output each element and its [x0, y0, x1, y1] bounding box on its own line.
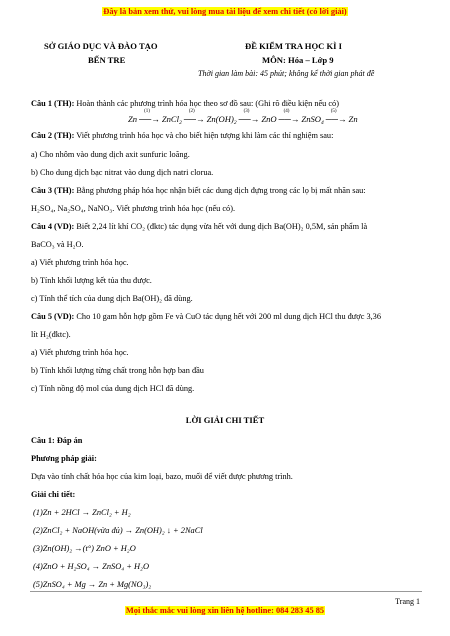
- equation-5: (5)ZnSO₄ + Mg → Zn + Mg(NO₃)₂: [33, 580, 152, 589]
- question-5-c: c) Tính nồng độ mol của dung dịch HCl đã dùng.: [31, 384, 195, 393]
- question-4-c: c) Tính thể tích của dung dịch Ba(OH)₂ đã dùng.: [31, 294, 193, 303]
- question-5-b: b) Tính khối lượng từng chất trong hỗn hợp ban đầu: [31, 366, 204, 375]
- header-department: SỞ GIÁO DỤC VÀ ĐÀO TẠO: [44, 41, 158, 51]
- reaction-scheme: Zn ──→ (1) ZnCl$_2$ ──→ (2) $Zn(OH)_2$ ──→ (3) ZnO ──→ (4) ZnSO$_4$ ──→ (5) Zn: [128, 109, 358, 126]
- page-number: Trang 1: [395, 597, 420, 606]
- answer-1-label: Câu 1: Đáp án: [31, 436, 83, 445]
- method-label: Phương pháp giải:: [31, 454, 97, 463]
- hotline-footer: Mọi thắc mắc vui lòng xin liên hệ hotline: 084 283 45 85: [125, 606, 325, 615]
- question-4-line2: BaCO₃ và H₂O.: [31, 240, 84, 249]
- equation-1: (1)Zn + 2HCl → ZnCl₂ + H₂: [33, 508, 131, 517]
- question-5-line2: lít H₂(đktc).: [31, 330, 71, 339]
- question-2-b: b) Cho dung dịch bạc nitrat vào dung dịch natri clorua.: [31, 168, 214, 177]
- method-text: Dựa vào tính chất hóa học của kim loại, bazo, muối để viết được phương trình.: [31, 472, 293, 481]
- solution-title: LỜI GIẢI CHI TIẾT: [185, 415, 265, 425]
- question-4-a: a) Viết phương trình hóa học.: [31, 258, 129, 267]
- equation-2: (2)ZnCl₂ + NaOH(vừa đủ) → Zn(OH)₂ ↓ + 2NaCl: [33, 526, 203, 535]
- header-province: BẾN TRE: [88, 55, 126, 65]
- question-5: Câu 5 (VD): Cho 10 gam hỗn hợp gồm Fe và CuO tác dụng hết với 200 ml dung dịch HCl thu được 3,36: [31, 312, 381, 321]
- equation-4: (4)ZnO + H₂SO₄ → ZnSO₄ + H₂O: [33, 562, 150, 571]
- header-exam-title: ĐỀ KIỂM TRA HỌC KÌ I: [245, 41, 343, 51]
- equation-3: (3)Zn(OH)₂ →(t°) ZnO + H₂O: [33, 544, 136, 553]
- question-4-b: b) Tính khối lượng kết tủa thu được.: [31, 276, 152, 285]
- preview-banner: Đây là bản xem thử, vui lòng mua tài liệu để xem chi tiết (có lời giải): [103, 7, 347, 16]
- question-4: Câu 4 (VD): Biết 2,24 lít khí CO₂ (đktc) tác dụng vừa hết với dung dịch Ba(OH)₂ 0,5M, sản phẩm là: [31, 222, 368, 231]
- question-2: Câu 2 (TH): Viết phương trình hóa học và cho biết hiện tượng khi làm các thí nghiệm sau:: [31, 131, 334, 140]
- question-3: Câu 3 (TH): Bằng phương pháp hóa học nhận biết các dung dịch đựng trong các lọ bị mất nhãn sau:: [31, 186, 366, 195]
- question-1: Câu 1 (TH): Hoàn thành các phương trình hóa học theo sơ đồ sau: (Ghi rõ điều kiện nếu có): [31, 99, 339, 108]
- header-duration: Thời gian làm bài: 45 phút; không kể thời gian phát đề: [198, 69, 375, 78]
- detail-label: Giải chi tiết:: [31, 490, 76, 499]
- question-5-a: a) Viết phương trình hóa học.: [31, 348, 129, 357]
- question-3-line2: H₂SO₄, Na₂SO₄, NaNO₃. Viết phương trình hóa học (nếu có).: [31, 204, 236, 213]
- header-subject: MÔN: Hóa – Lớp 9: [262, 55, 334, 65]
- footer-divider: [30, 591, 422, 592]
- question-2-a: a) Cho nhôm vào dung dịch axit sunfuric loãng.: [31, 150, 190, 159]
